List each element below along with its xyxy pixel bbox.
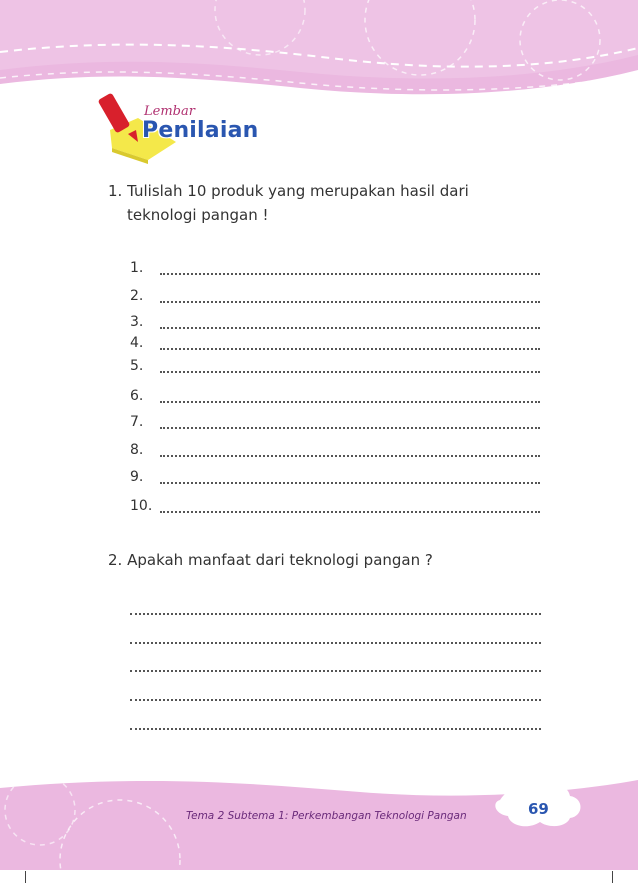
answer-number: 7. bbox=[130, 414, 144, 430]
answer-number: 2. bbox=[130, 288, 144, 304]
answer-line[interactable] bbox=[130, 356, 158, 376]
answer-number: 6. bbox=[130, 388, 144, 404]
lembar-penilaian-logo bbox=[98, 90, 258, 165]
answer-line[interactable] bbox=[130, 333, 158, 353]
page-number: 69 bbox=[528, 800, 549, 818]
header-band bbox=[0, 0, 638, 120]
answer-line[interactable] bbox=[130, 728, 541, 730]
crop-mark bbox=[25, 871, 26, 883]
question-1-line-2: teknologi pangan ! bbox=[127, 206, 269, 224]
logo-small-text: Lembar bbox=[144, 104, 195, 119]
answer-line[interactable] bbox=[130, 699, 541, 701]
answer-line[interactable] bbox=[130, 642, 541, 644]
answer-number: 10. bbox=[130, 498, 153, 514]
answer-line[interactable] bbox=[130, 386, 158, 406]
answer-line[interactable] bbox=[130, 286, 158, 306]
question-2-text: Apakah manfaat dari teknologi pangan ? bbox=[127, 551, 433, 569]
question-1-line-1: Tulislah 10 produk yang merupakan hasil dari bbox=[127, 182, 469, 200]
answer-number: 1. bbox=[130, 260, 144, 276]
question-2-number: 2. bbox=[108, 551, 123, 569]
answer-line[interactable] bbox=[130, 412, 158, 432]
question-1 bbox=[108, 179, 538, 227]
answer-line[interactable] bbox=[130, 258, 158, 278]
answer-line[interactable] bbox=[130, 467, 158, 487]
answer-line[interactable] bbox=[130, 613, 541, 615]
answer-number: 3. bbox=[130, 314, 144, 330]
answer-line[interactable] bbox=[130, 440, 158, 460]
answer-line[interactable] bbox=[130, 496, 158, 516]
question-2 bbox=[108, 548, 538, 572]
crop-mark bbox=[612, 871, 613, 883]
answer-number: 9. bbox=[130, 469, 144, 485]
answer-line[interactable] bbox=[130, 312, 158, 332]
footer-text: Tema 2 Subtema 1: Perkembangan Teknologi Pangan bbox=[186, 810, 467, 822]
answer-number: 4. bbox=[130, 335, 144, 351]
answer-number: 8. bbox=[130, 442, 144, 458]
answer-line[interactable] bbox=[130, 670, 541, 672]
question-1-number: 1. bbox=[108, 182, 123, 200]
logo-title: Penilaian bbox=[142, 118, 259, 143]
answer-number: 5. bbox=[130, 358, 144, 374]
